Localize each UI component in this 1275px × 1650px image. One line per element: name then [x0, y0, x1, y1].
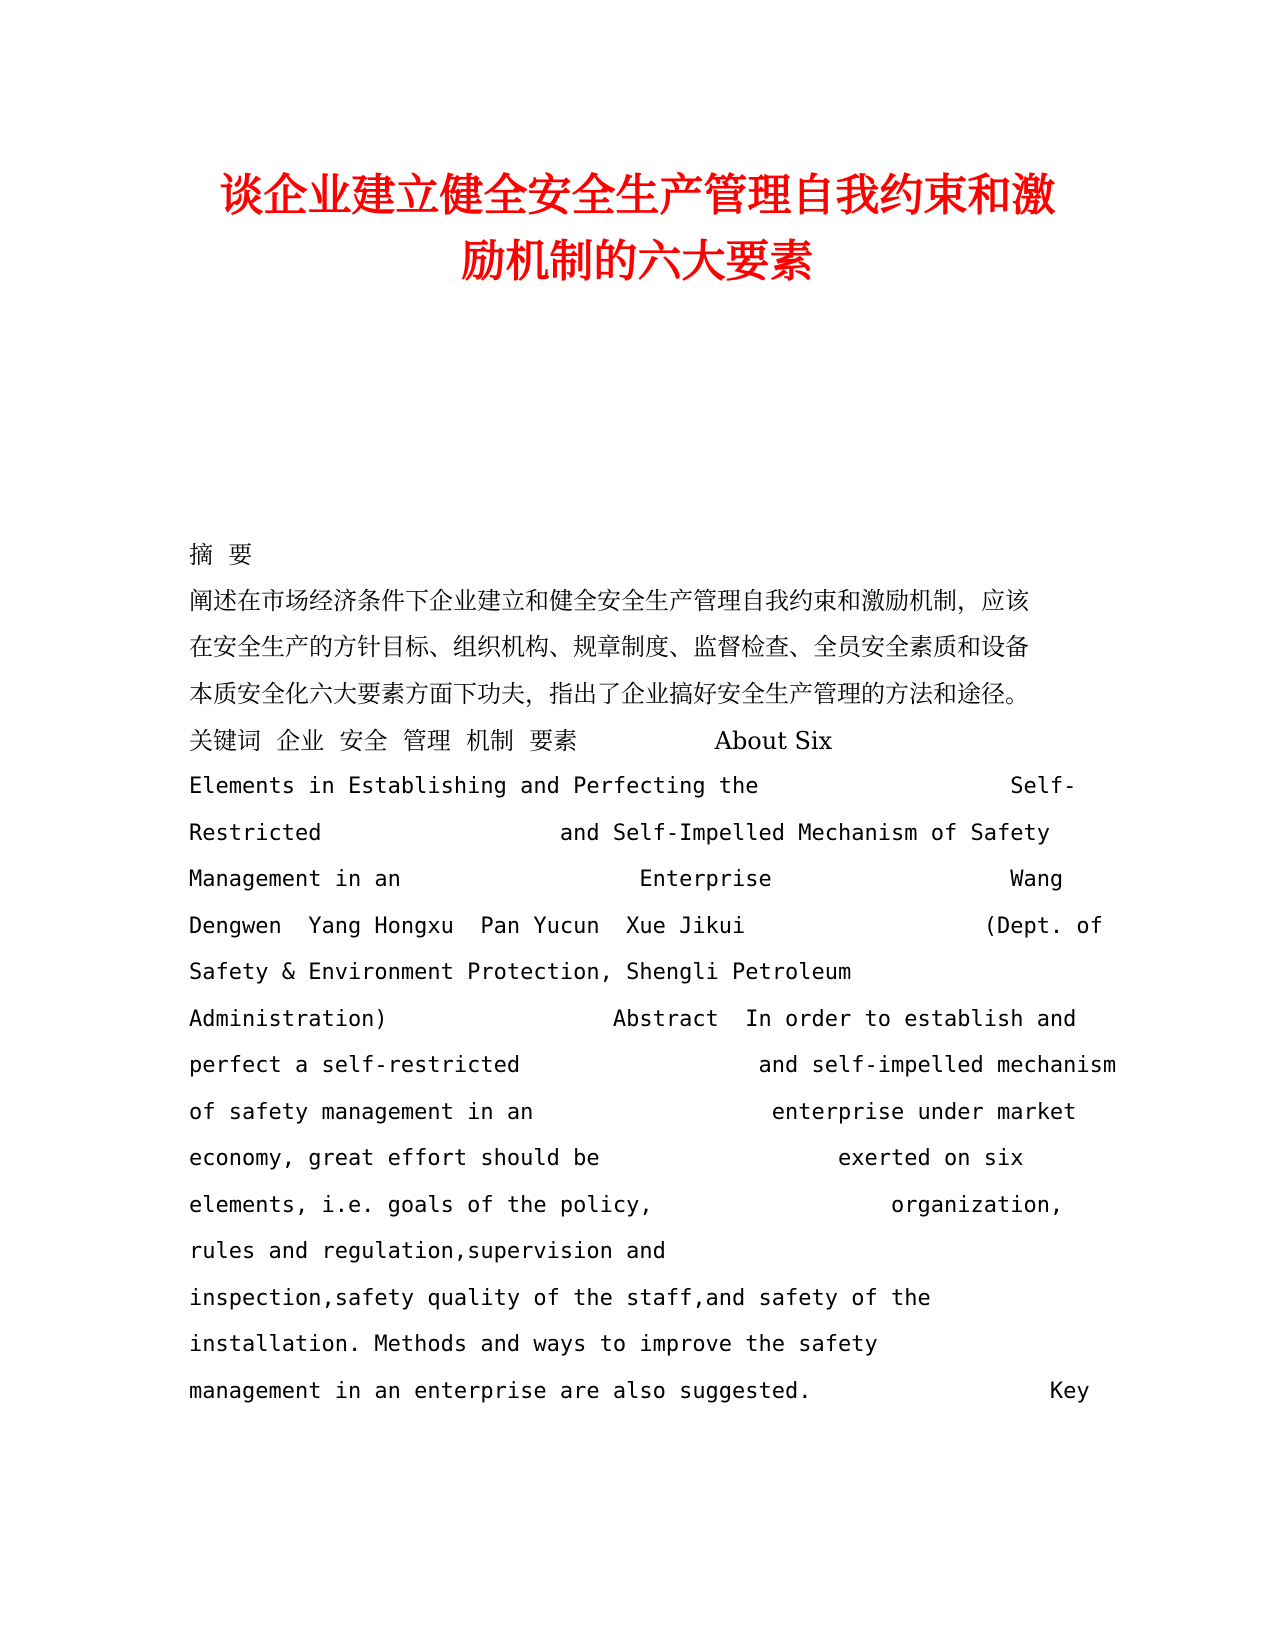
- body-line: elements, i.e. goals of the policy, organization,: [189, 1193, 1064, 1218]
- body-line: Management in an Enterprise Wang: [189, 867, 1064, 892]
- abstract-heading: 摘 要: [189, 541, 253, 569]
- body-line: perfect a self-restricted and self-impelled mechanism: [189, 1053, 1117, 1078]
- body-line: Elements in Establishing and Perfecting the Self-: [189, 774, 1077, 799]
- body-line: 本质安全化六大要素方面下功夫，指出了企业搞好安全生产管理的方法和途径。: [189, 680, 1029, 708]
- body-line: Dengwen Yang Hongxu Pan Yucun Xue Jikui (Dept. of: [189, 914, 1103, 939]
- body-line: economy, great effort should be exerted on six: [189, 1146, 1024, 1171]
- body-line: of safety management in an enterprise under market: [189, 1100, 1077, 1125]
- body-line: rules and regulation,supervision and: [189, 1239, 666, 1264]
- keywords-line: 关键词 企业 安全 管理 机制 要素 About Six: [189, 727, 833, 755]
- document-title-line-1: 谈企业建立健全安全生产管理自我约束和激: [219, 170, 1056, 221]
- body-line: Administration) Abstract In order to establish and: [189, 1007, 1077, 1032]
- body-line: Restricted and Self-Impelled Mechanism of Safety: [189, 821, 1050, 846]
- document-title-line-2: 励机制的六大要素: [461, 236, 814, 287]
- body-line: installation. Methods and ways to improve the safety: [189, 1332, 878, 1357]
- body-line: 阐述在市场经济条件下企业建立和健全安全生产管理自我约束和激励机制，应该: [189, 587, 1029, 615]
- body-line: inspection,safety quality of the staff,and safety of the: [189, 1286, 931, 1311]
- body-line: management in an enterprise are also suggested. Key: [189, 1379, 1090, 1404]
- body-line: 在安全生产的方针目标、组织机构、规章制度、监督检查、全员安全素质和设备: [189, 633, 1029, 661]
- body-line: Safety & Environment Protection, Shengli Petroleum: [189, 960, 852, 985]
